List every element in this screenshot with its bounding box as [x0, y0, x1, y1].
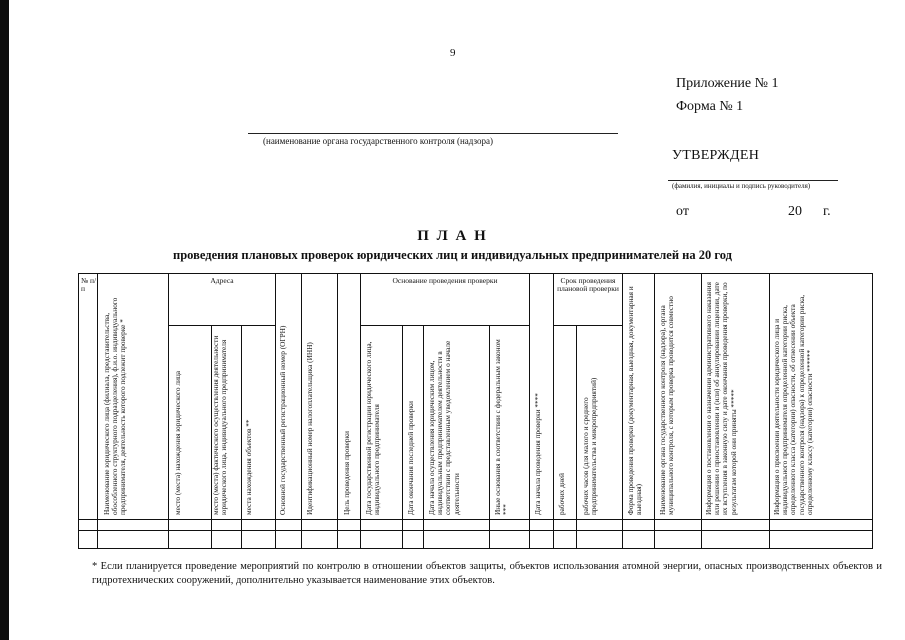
page-number: 9	[450, 47, 456, 59]
plan-title: П Л А Н	[417, 228, 488, 244]
table-row[interactable]	[79, 520, 872, 530]
header-working-days: рабочих дней	[557, 473, 566, 515]
header-entity-name: Наименование юридического лица (филиала, представительства, обособленного структурного подразделения), ф.и.о. индивидуального предпринимателя, деятельность которого подлежит проверке *	[102, 297, 128, 515]
header-inspection-start: Дата начала проведения проверки ****	[533, 393, 542, 515]
date-year-label: 20 г.	[788, 204, 831, 219]
inspection-plan-table	[78, 273, 873, 549]
date-from-label: от	[676, 204, 689, 219]
header-actual-address: место (места) фактического осуществления деятельности юридического лица, индивидуального предпринимателя	[211, 335, 229, 515]
table-grid-lines	[78, 273, 873, 549]
header-number: № п/п	[81, 276, 97, 294]
org-name-line[interactable]	[248, 133, 618, 134]
appendix-label: Приложение № 1	[676, 76, 779, 91]
header-inspection-basis: Основание проведения проверки	[392, 276, 498, 285]
header-inn: Идентификационный номер налогоплательщика (ИНН)	[305, 342, 314, 515]
header-registration-date: Дата государственной регистрации юридического лица, индивидуального предпринимателя	[364, 341, 382, 515]
footnote: * Если планируется проведение мероприятий по контролю в отношении объектов защиты, объектов использования атомной энергии, опасных производственных объектов и гидротехнических сооружений, дополнительно указывается наименование этих объектов.	[92, 561, 882, 587]
table-row[interactable]	[79, 531, 872, 548]
header-joint-authority: Наименование органа государственного контроля (надзора), органа муниципального контроля, с которым проверка проводится совместно	[658, 296, 676, 515]
signature-line[interactable]	[668, 180, 838, 181]
header-last-inspection-end: Дата окончания последней проверки	[406, 401, 415, 515]
header-legal-address: место (места) нахождения юридического лица	[173, 370, 182, 515]
header-inspection-term: Срок проведения плановой проверки	[557, 276, 619, 294]
header-sanction-info: Информация о постановлении о назначении административного наказания или решении о приостановлении и (или) об аннулировании лицензии, дате их вступления в законную силу и дате окончания проведения проверки, по результатам которой они приняты *****	[704, 282, 738, 515]
header-risk-category: Информация о присвоении деятельности юридического лица и индивидуального предпринимателя определенной категории риска, определенного класса (категории) опасности, об отнесении объекта государственного контроля (надзора) к определенной категории риска, определенному классу (категории) опасности ******	[772, 294, 814, 515]
plan-subtitle: проведения плановых проверок юридических лиц и индивидуальных предпринимателей на 20 год	[173, 248, 732, 262]
scan-edge-bar	[0, 0, 9, 640]
signature-caption: (фамилия, инициалы и подпись руководителя)	[672, 182, 811, 190]
header-other-grounds: Иные основания в соответствии с федеральным законом ***	[493, 339, 511, 515]
header-purpose: Цель проведения проверки	[342, 431, 351, 515]
header-object-location: места нахождения объектов **	[244, 419, 253, 515]
org-name-caption: (наименование органа государственного контроля (надзора)	[263, 136, 493, 146]
header-addresses: Адреса	[210, 276, 234, 285]
form-label: Форма № 1	[676, 99, 744, 114]
header-working-hours: рабочих часов (для малого и среднего предпринимательства и микропредприятий)	[581, 377, 599, 515]
approved-heading: УТВЕРЖДЕН	[672, 148, 760, 163]
header-inspection-form: Форма проведения проверки (документарная, выездная, документарная и выездная)	[626, 286, 644, 515]
header-activity-start-date: Дата начала осуществления юридическим лицом, индивидуальным предпринимателем деятельности в соответствии с представленным уведомлением о начале деятельности	[427, 340, 461, 515]
header-ogrn: Основной государственный регистрационный номер (ОГРН)	[278, 325, 287, 515]
